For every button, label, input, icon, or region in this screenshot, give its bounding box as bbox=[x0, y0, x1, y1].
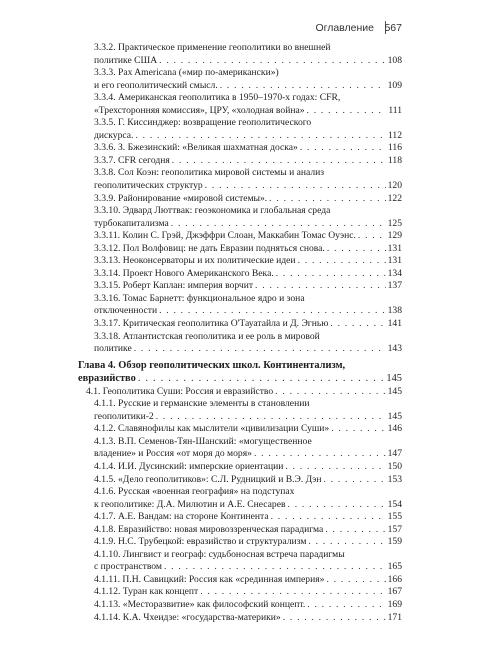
toc-page-number: 112 bbox=[387, 129, 402, 141]
toc-entry-title-line: 3.3.7. CFR сегодня bbox=[94, 154, 170, 166]
toc-entry-title-line: 4.1.8. Евразийство: новая мировоззренческая парадигма bbox=[94, 523, 324, 535]
toc-page-number: 150 bbox=[387, 460, 402, 472]
toc-entry-title-line: 3.3.10. Эдвард Люттвак: геоэкономика и глобальная среда bbox=[94, 205, 331, 217]
dot-leader bbox=[254, 448, 386, 461]
toc-entry bbox=[78, 167, 402, 192]
dot-leader bbox=[156, 411, 386, 424]
dot-leader bbox=[331, 423, 385, 436]
toc-entry-title-line: дискурса. bbox=[94, 129, 134, 141]
dot-leader bbox=[220, 80, 386, 93]
toc-page-number: 155 bbox=[387, 511, 402, 523]
toc-page-number: 147 bbox=[387, 448, 402, 460]
toc-page-number: 138 bbox=[387, 305, 402, 317]
toc-page-number: 141 bbox=[387, 318, 402, 330]
toc-entry bbox=[78, 549, 402, 574]
dot-leader bbox=[255, 280, 386, 293]
dot-leader bbox=[271, 511, 386, 524]
toc-entry-title-line: 4.1. Геополитика Суши: Россия и евразийство bbox=[86, 385, 274, 397]
toc-entry-title-line: 4.1.5. «Дело геополитиков»: С.Л. Рудницкий и В.Э. Дэн bbox=[94, 473, 322, 485]
toc-page-number: 111 bbox=[388, 104, 402, 116]
toc-entry-title-line: 4.1.1. Русские и германские элементы в становлении bbox=[94, 398, 310, 410]
dot-leader bbox=[205, 180, 386, 193]
toc-entry-title-line: 3.3.4. Американская геополитика в 1950–1970-х годах: CFR, bbox=[94, 92, 341, 104]
toc-entry bbox=[78, 293, 402, 318]
toc-page-number: 125 bbox=[387, 217, 402, 229]
toc-entry-title-line: 3.3.16. Томас Барнетт: функциональное ядро и зона bbox=[94, 292, 305, 304]
toc-page-number: 131 bbox=[387, 242, 402, 254]
toc-entry bbox=[78, 268, 402, 281]
toc-entry bbox=[78, 243, 402, 256]
dot-leader bbox=[134, 343, 386, 356]
toc-entry-title-line: 3.3.15. Роберт Каплан: империя ворчит bbox=[94, 280, 254, 292]
toc-chapter-entry bbox=[78, 356, 402, 386]
toc-entry-title-line: 3.3.6. З. Бжезинский: «Великая шахматная доска» bbox=[94, 142, 298, 154]
toc-entry bbox=[78, 474, 402, 487]
toc-page-number: 118 bbox=[387, 154, 402, 166]
toc-entry-title-line: 3.3.13. Неоконсерваторы и их политические идеи bbox=[94, 255, 296, 267]
toc-entry bbox=[78, 423, 402, 436]
toc-entry bbox=[78, 524, 402, 537]
toc-entry-title-line: 3.3.17. Критическая геополитика О'Тауатайла и Д. Эгнью bbox=[94, 318, 329, 330]
table-of-contents bbox=[78, 42, 402, 624]
dot-leader bbox=[326, 574, 385, 587]
toc-page-number: 108 bbox=[387, 54, 402, 66]
toc-entry-title-line: 3.3.14. Проект Нового Американского Века. bbox=[94, 267, 274, 279]
toc-page-number: 122 bbox=[387, 192, 402, 204]
dot-leader bbox=[323, 474, 385, 487]
dot-leader bbox=[275, 386, 385, 399]
toc-entry-title-line: 3.3.18. Атлантистская геополитика и ее роль в мировой bbox=[94, 330, 320, 342]
toc-entry-title-line: 4.1.14. К.А. Чхеидзе: «государства-материки» bbox=[94, 611, 281, 623]
toc-entry bbox=[78, 155, 402, 168]
toc-entry bbox=[78, 612, 402, 625]
toc-entry-title-line: 4.1.11. П.Н. Савицкий: Россия как «срединная империя» bbox=[94, 573, 325, 585]
toc-page-number: 109 bbox=[387, 79, 402, 91]
toc-entry-title-line: 4.1.6. Русская «военная география» на подступах bbox=[94, 486, 295, 498]
dot-leader bbox=[327, 243, 386, 256]
toc-entry-title-line: 3.3.3. Pax Americana («мир по-американски») bbox=[94, 67, 279, 79]
toc-entry-title-line: 4.1.4. И.И. Дусинский: имперские ориентации bbox=[94, 460, 284, 472]
dot-leader bbox=[135, 130, 386, 143]
toc-entry-title-line: 4.1.10. Лингвист и географ: судьбоносная встреча парадигмы bbox=[94, 548, 345, 560]
dot-leader bbox=[172, 155, 386, 168]
dot-leader bbox=[269, 193, 385, 206]
toc-entry-title-line: геополитических структур bbox=[94, 180, 203, 192]
toc-entry-title-line: геополитики-2 bbox=[94, 410, 154, 422]
toc-entry bbox=[78, 67, 402, 92]
toc-page-number: 131 bbox=[387, 255, 402, 267]
toc-page-number: 134 bbox=[387, 267, 402, 279]
dot-leader bbox=[159, 55, 385, 68]
toc-entry-title-line: отключенности bbox=[94, 305, 158, 317]
toc-page-number: 157 bbox=[387, 523, 402, 535]
dot-leader bbox=[276, 268, 386, 281]
toc-entry-title-line: 3.3.2. Практическое применение геополитики во внешней bbox=[94, 42, 331, 53]
toc-entry bbox=[78, 486, 402, 511]
toc-entry-title-line: 3.3.9. Районирование «мировой системы». bbox=[94, 192, 268, 204]
toc-entry bbox=[78, 255, 402, 268]
toc-page-number: 146 bbox=[387, 423, 402, 435]
toc-page-number: 167 bbox=[387, 586, 402, 598]
toc-page-number: 120 bbox=[387, 180, 402, 192]
dot-leader bbox=[164, 561, 386, 574]
toc-page-number: 145 bbox=[387, 385, 402, 397]
toc-entry bbox=[78, 586, 402, 599]
toc-page-number: 143 bbox=[387, 343, 402, 355]
toc-entry bbox=[78, 280, 402, 293]
toc-entry bbox=[78, 574, 402, 587]
toc-page-number: 129 bbox=[387, 230, 402, 242]
toc-entry-title-line: «Трехсторонняя комиссия», ЦРУ, «холодная война» bbox=[94, 104, 305, 116]
toc-page-number: 145 bbox=[387, 410, 402, 422]
dot-leader bbox=[358, 230, 386, 243]
dot-leader bbox=[283, 612, 386, 625]
toc-page-number: 166 bbox=[387, 573, 402, 585]
dot-leader bbox=[307, 105, 387, 118]
toc-page-number: 153 bbox=[387, 473, 402, 485]
toc-entry-title-line: 4.1.9. Н.С. Трубецкой: евразийство и структурализм bbox=[94, 536, 307, 548]
dot-leader bbox=[159, 305, 386, 318]
toc-entry bbox=[78, 536, 402, 549]
toc-entry-title-line: с пространством bbox=[94, 561, 162, 573]
dot-leader bbox=[200, 586, 385, 599]
toc-page-number: 137 bbox=[387, 280, 402, 292]
dot-leader bbox=[288, 499, 386, 512]
toc-entry-title-line: политике bbox=[94, 343, 132, 355]
header-title: Оглавление bbox=[315, 22, 374, 34]
toc-page-number: 145 bbox=[386, 372, 402, 384]
dot-leader bbox=[298, 255, 386, 268]
toc-entry-title-line: турбокапитализма bbox=[94, 217, 169, 229]
dot-leader bbox=[325, 524, 385, 537]
toc-entry bbox=[78, 205, 402, 230]
toc-page-number: 165 bbox=[387, 561, 402, 573]
dot-leader bbox=[307, 599, 385, 612]
toc-entry bbox=[78, 436, 402, 461]
toc-entry-title-line: 3.3.5. Г. Киссинджер: возвращение геополитического bbox=[94, 117, 312, 129]
toc-entry-title-line: евразийство bbox=[78, 372, 136, 384]
toc-entry-title-line: 3.3.8. Сол Коэн: геополитика мировой системы и анализ bbox=[94, 167, 325, 179]
toc-page-number: 159 bbox=[387, 536, 402, 548]
toc-entry-title-line: 4.1.3. В.П. Семенов-Тян-Шанский: «могущественное bbox=[94, 435, 312, 447]
dot-leader bbox=[171, 218, 386, 231]
toc-entry bbox=[78, 230, 402, 243]
toc-entry bbox=[78, 386, 402, 399]
toc-entry-title-line: 4.1.12. Туран как концепт bbox=[94, 586, 199, 598]
toc-entry-title-line: 4.1.7. А.Е. Вандам: на стороне Континента bbox=[94, 511, 269, 523]
toc-entry-title-line: владение» и Россия «от моря до моря» bbox=[94, 448, 252, 460]
toc-entry-title-line: к геополитике: Д.А. Милютин и А.Е. Снесарев bbox=[94, 498, 286, 510]
toc-page-number: 116 bbox=[387, 142, 402, 154]
toc-entry bbox=[78, 331, 402, 356]
dot-leader bbox=[300, 142, 386, 155]
toc-entry-title-line: политике США bbox=[94, 54, 158, 66]
toc-entry bbox=[78, 599, 402, 612]
dot-leader bbox=[138, 372, 385, 385]
toc-entry-title-line: 4.1.2. Славянофилы как мыслители «цивилизации Суши» bbox=[94, 423, 330, 435]
toc-entry-title-line: и его геополитический смысл. bbox=[94, 79, 218, 91]
toc-page-number: 154 bbox=[387, 498, 402, 510]
dot-leader bbox=[308, 536, 385, 549]
toc-page-number: 171 bbox=[387, 611, 402, 623]
toc-entry bbox=[78, 193, 402, 206]
toc-entry bbox=[78, 511, 402, 524]
toc-entry bbox=[78, 461, 402, 474]
toc-entry bbox=[78, 398, 402, 423]
toc-entry bbox=[78, 318, 402, 331]
toc-entry-title-line: Глава 4. Обзор геополитических школ. Континентализм, bbox=[78, 359, 346, 371]
toc-entry-title-line: 4.1.13. «Месторазвитие» как философский концепт. bbox=[94, 598, 306, 610]
toc-entry-title-line: 3.3.11. Колин С. Грэй, Джэффри Слоан, Маккабин Томас Оуэнс. bbox=[94, 230, 356, 242]
toc-entry bbox=[78, 117, 402, 142]
toc-page-number: 169 bbox=[387, 598, 402, 610]
page-number: 567 bbox=[384, 22, 402, 34]
toc-entry bbox=[78, 42, 402, 67]
toc-entry bbox=[78, 92, 402, 117]
toc-entry bbox=[78, 142, 402, 155]
toc-entry-title-line: 3.3.12. Пол Волфовиц: не дать Евразии подняться снова. bbox=[94, 242, 325, 254]
dot-leader bbox=[330, 318, 385, 331]
dot-leader bbox=[285, 461, 385, 474]
